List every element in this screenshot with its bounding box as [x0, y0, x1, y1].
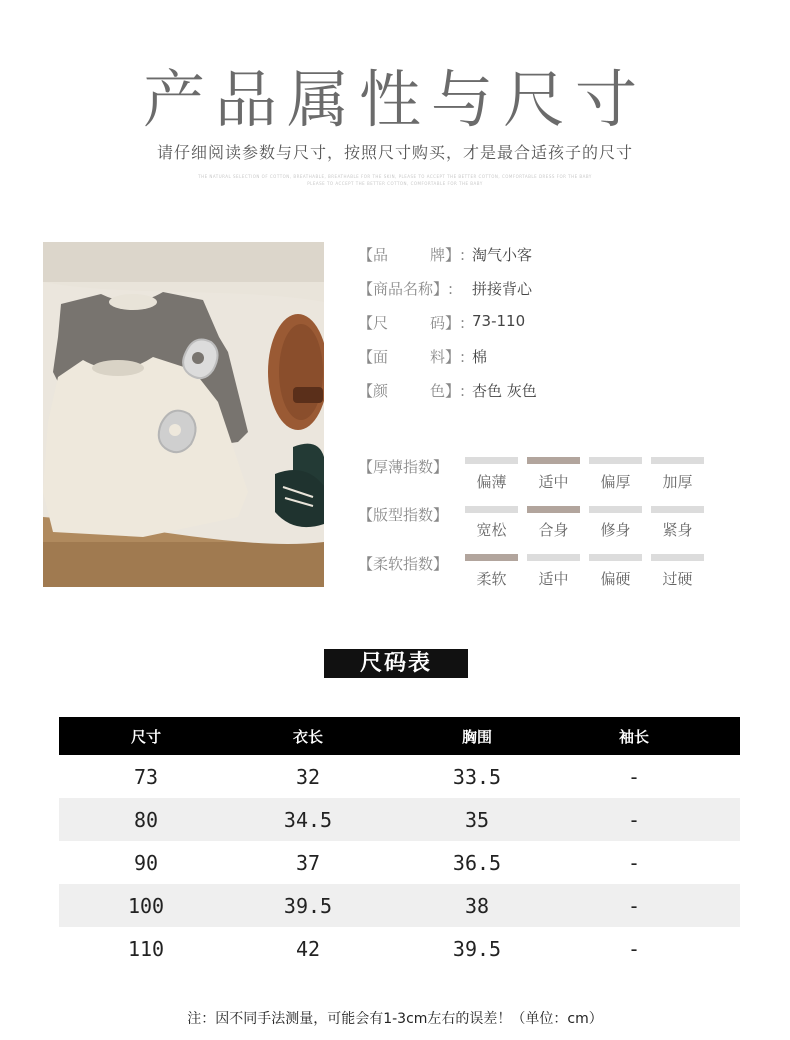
- page-subtitle: 请仔细阅读参数与尺寸，按照尺寸购买，才是最合适孩子的尺寸: [156, 143, 633, 162]
- table-cell: 100: [127, 893, 165, 918]
- index-option: 偏厚: [600, 473, 631, 491]
- table-row: [59, 927, 740, 970]
- index-option: 柔软: [476, 570, 507, 588]
- index-option: 适中: [538, 570, 569, 588]
- attribute-label: 【面 料】:: [358, 348, 466, 366]
- index-option: 过硬: [662, 570, 693, 588]
- index-option: 加厚: [662, 473, 693, 491]
- index-option: 宽松: [476, 521, 507, 539]
- table-header: [59, 717, 740, 755]
- attribute-label: 【品 牌】:: [358, 246, 466, 264]
- index-bar: [527, 457, 580, 464]
- attribute-value: 淘气小客: [472, 246, 533, 264]
- fit-index-label: 【版型指数】: [358, 506, 449, 524]
- table-row: [59, 884, 740, 927]
- page-title: 产品属性与尺寸: [142, 63, 647, 136]
- size-chart-title: 尺码表: [324, 649, 468, 678]
- attribute-value: 73-110: [472, 312, 526, 330]
- product-photo-illustration: [43, 242, 324, 587]
- header-cell: 胸围: [461, 727, 492, 746]
- index-option: 紧身: [662, 521, 693, 539]
- table-cell: 80: [133, 807, 159, 832]
- table-cell: 39.5: [452, 936, 502, 961]
- index-option: 偏硬: [600, 570, 631, 588]
- table-cell: 90: [133, 850, 159, 875]
- index-bar: [651, 506, 704, 513]
- table-cell: 36.5: [452, 850, 502, 875]
- product-photo: [43, 242, 324, 587]
- attribute-value: 拼接背心: [472, 280, 533, 298]
- index-bar: [465, 506, 518, 513]
- attribute-value: 杏色 灰色: [472, 382, 537, 400]
- table-cell: -: [627, 764, 641, 789]
- thickness-index-label: 【厚薄指数】: [358, 458, 449, 476]
- fine-print-line: PLEASE TO ACCEPT THE BETTER COTTON, COMFORTABLE FOR THE BABY: [307, 181, 483, 186]
- header-cell: 袖长: [618, 727, 649, 746]
- index-bar: [465, 457, 518, 464]
- header-cell: 尺寸: [130, 727, 161, 746]
- table-cell: -: [627, 893, 641, 918]
- table-cell: 32: [295, 764, 321, 789]
- softness-index-label: 【柔软指数】: [358, 555, 449, 573]
- table-cell: 73: [133, 764, 159, 789]
- table-cell: 39.5: [283, 893, 333, 918]
- index-bar: [527, 554, 580, 561]
- index-bar: [651, 457, 704, 464]
- table-cell: 35: [464, 807, 490, 832]
- table-cell: -: [627, 936, 641, 961]
- index-bar: [589, 506, 642, 513]
- table-cell: -: [627, 807, 641, 832]
- table-row: [59, 755, 740, 798]
- attribute-label: 【商品名称】:: [358, 280, 454, 298]
- index-bar: [465, 554, 518, 561]
- table-cell: 42: [295, 936, 321, 961]
- attribute-label: 【尺 码】:: [358, 314, 466, 332]
- size-table: [59, 717, 740, 970]
- table-row: [59, 841, 740, 884]
- table-cell: 38: [464, 893, 490, 918]
- table-row: [59, 798, 740, 841]
- index-option: 偏薄: [476, 473, 507, 491]
- table-cell: 110: [127, 936, 165, 961]
- header-cell: 衣长: [292, 727, 323, 746]
- index-bar: [589, 457, 642, 464]
- index-option: 适中: [538, 473, 569, 491]
- attribute-label: 【颜 色】:: [358, 382, 466, 400]
- table-cell: -: [627, 850, 641, 875]
- measurement-note: 注：因不同手法测量，可能会有1-3cm左右的误差！（单位：cm）: [187, 1011, 603, 1027]
- fine-print-line: THE NATURAL SELECTION OF COTTON, BREATHABLE, BREATHABLE FOR THE SKIN, PLEASE TO ACCEPT THE BETTER COTTON, COMFORTABLE DRESS FOR THE BABY: [198, 174, 592, 179]
- table-cell: 33.5: [452, 764, 502, 789]
- attribute-value: 棉: [472, 348, 488, 366]
- index-option: 修身: [600, 521, 631, 539]
- table-cell: 37: [295, 850, 321, 875]
- index-bar: [527, 506, 580, 513]
- index-bar: [589, 554, 642, 561]
- index-option: 合身: [538, 521, 569, 539]
- index-bar: [651, 554, 704, 561]
- table-cell: 34.5: [283, 807, 333, 832]
